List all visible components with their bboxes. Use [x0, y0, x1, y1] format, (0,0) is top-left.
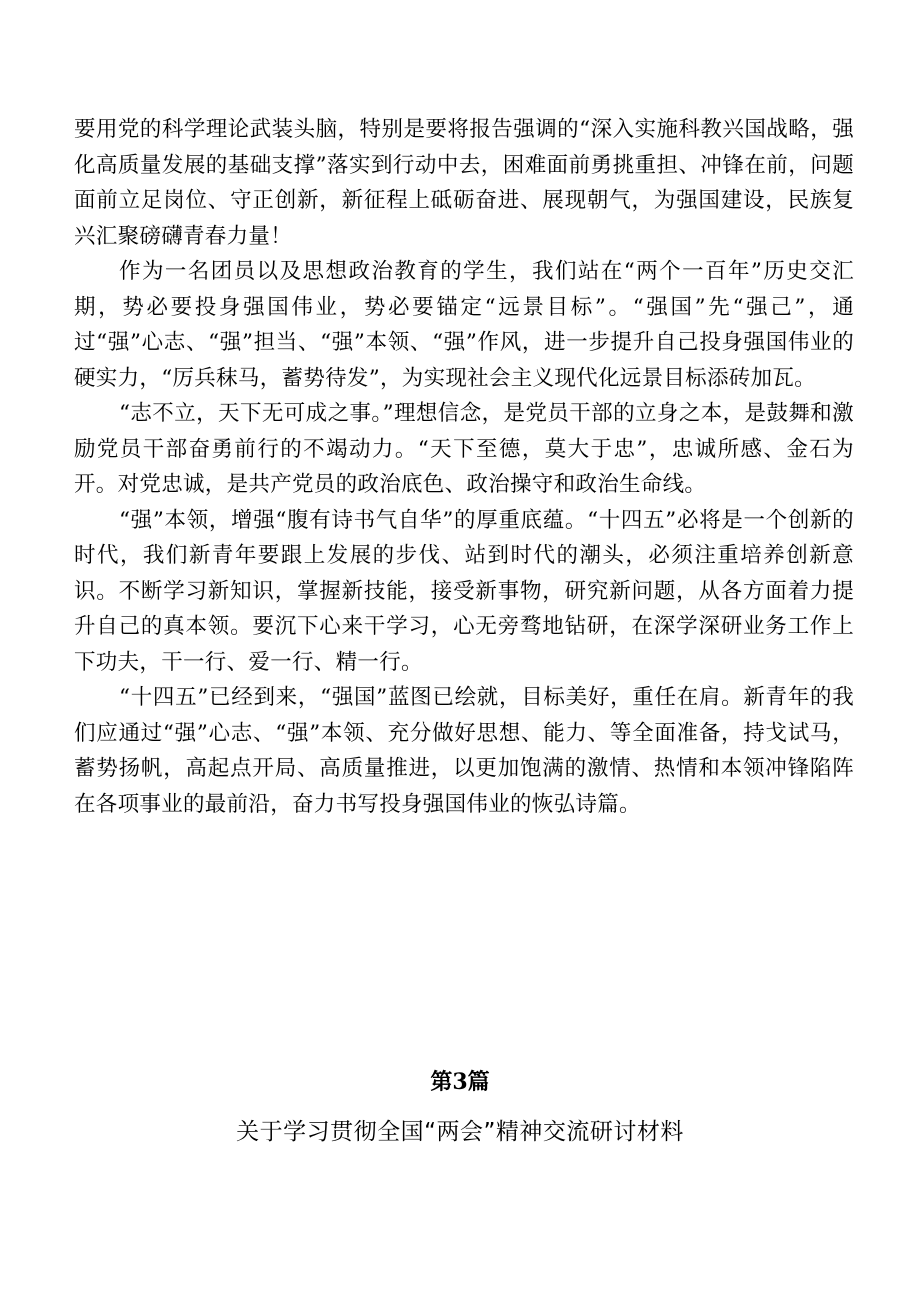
section-number: 第3篇 — [430, 1069, 490, 1095]
document-title: 关于学习贯彻全国“两会”精神交流研讨材料 — [236, 1119, 684, 1145]
paragraph-2: 作为一名团员以及思想政治教育的学生，我们站在“两个一百年”历史交汇期，势必要投身强国伟业，势必要锚定“远景目标”。“强国”先“强己”，通过“强”心志、“强”担当、“强”本领、“强”作风，进一步提升自己投身强国伟业的硬实力，“厉兵秣马，蓄势待发”，为实现社会主义现代化远景目标添砖加瓦。 — [74, 259, 854, 391]
paragraph-4: “强”本领，增强“腹有诗书气自华”的厚重底蕴。“十四五”必将是一个创新的时代，我们新青年要跟上发展的步伐、站到时代的潮头，必须注重培养创新意识。不断学习新知识，掌握新技能，接受新事物，研究新问题，从各方面着力提升自己的真本领。要沉下心来干学习，心无旁骛地钻研，在深学深研业务工作上下功夫，干一行、爱一行、精一行。 — [74, 507, 854, 675]
paragraph-1: 要用党的科学理论武装头脑，特别是要将报告强调的“深入实施科教兴国战略，强化高质量发展的基础支撑”落实到行动中去，困难面前勇挑重担、冲锋在前，问题面前立足岗位、守正创新，新征程上砥砺奋进、展现朝气，为强国建设，民族复兴汇聚磅礴青春力量！ — [74, 117, 854, 249]
paragraph-5: “十四五”已经到来，“强国”蓝图已绘就，目标美好，重任在肩。新青年的我们应通过“强”心志、“强”本领、充分做好思想、能力、等全面准备，持戈试马，蓄势扬帆，高起点开局、高质量推进，以更加饱满的激情、热情和本领冲锋陷阵在各项事业的最前沿，奋力书写投身强国伟业的恢弘诗篇。 — [74, 685, 854, 817]
paragraph-3: “志不立，天下无可成之事。”理想信念，是党员干部的立身之本，是鼓舞和激励党员干部奋勇前行的不竭动力。“天下至德，莫大于忠”，忠诚所感、金石为开。对党忠诚，是共产党员的政治底色、政治操守和政治生命线。 — [74, 401, 854, 497]
document-body — [74, 112, 854, 822]
